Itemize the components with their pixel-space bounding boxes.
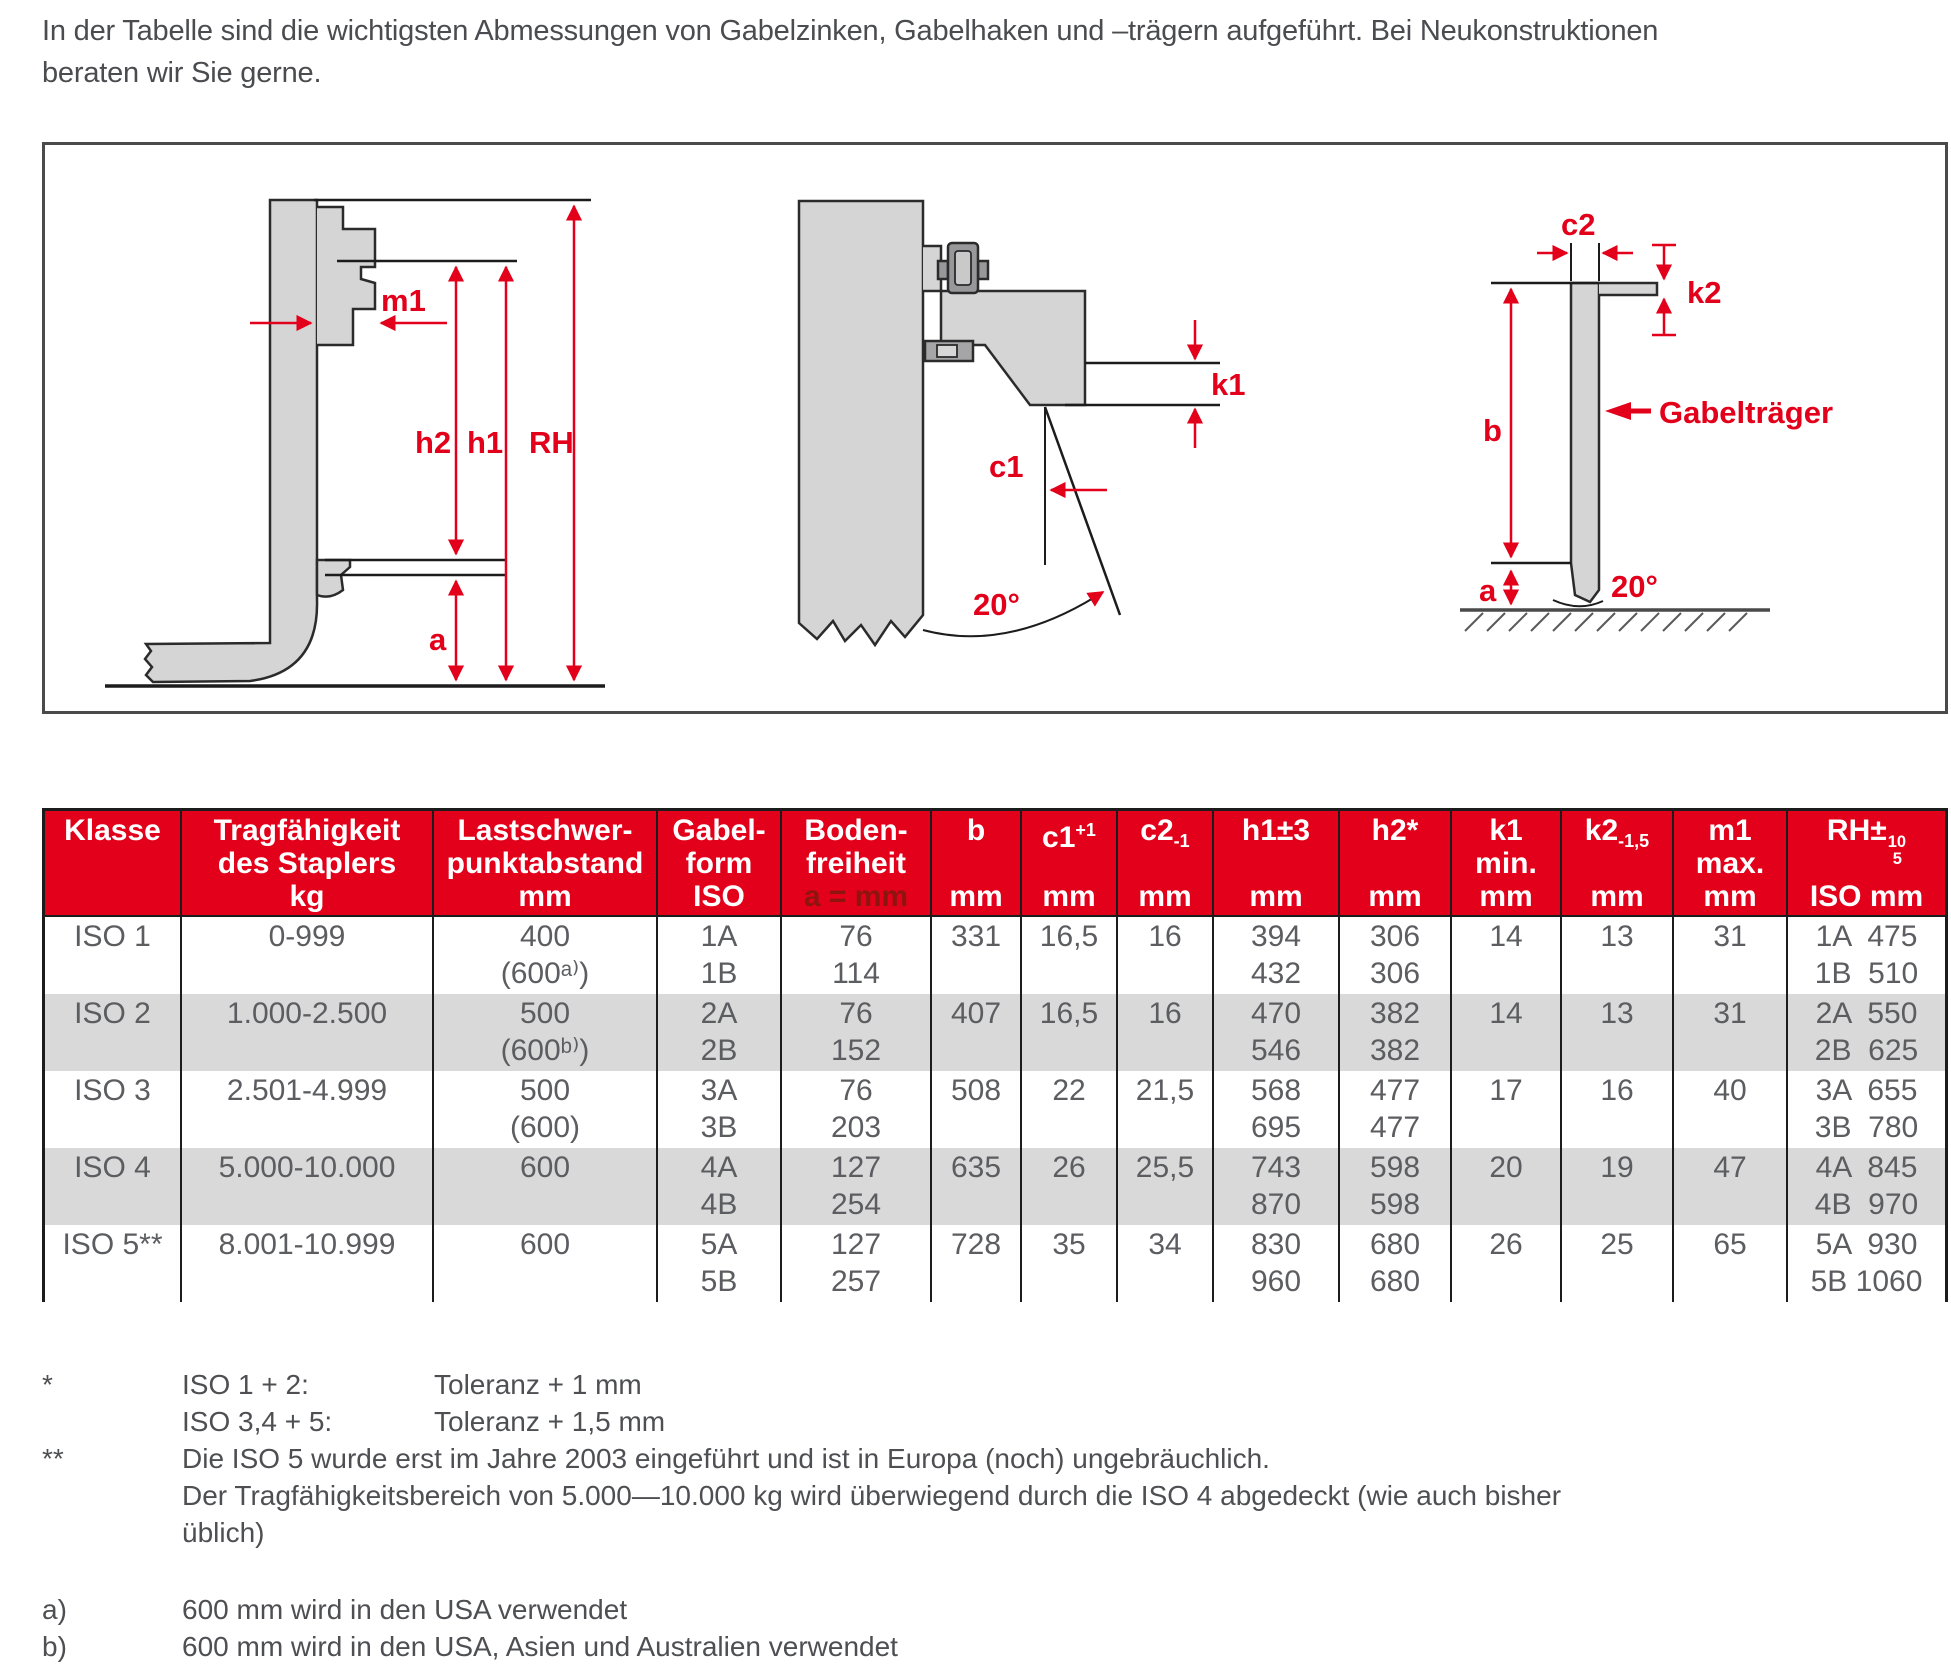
table-cell-klasse: ISO 3 [45, 1071, 182, 1148]
intro-paragraph [42, 0, 1948, 94]
table-row [45, 1148, 1945, 1225]
table-cell-c1: 22 [1022, 1071, 1118, 1148]
table-cell-boden: 127 254 [782, 1148, 932, 1225]
footnote-label: ISO 1 + 2: [182, 1369, 309, 1400]
table-cell-k1: 14 [1452, 917, 1562, 994]
table-cell-boden: 76 114 [782, 917, 932, 994]
table-cell-b: 508 [932, 1071, 1022, 1148]
table-cell-h1: 470 546 [1214, 994, 1340, 1071]
table-cell-gabel: 3A 3B [658, 1071, 782, 1148]
table-cell-last: 500 (600ᵇ⁾) [434, 994, 658, 1071]
table-cell-m1: 40 [1674, 1071, 1788, 1148]
footnote-text: üblich) [182, 1517, 265, 1548]
table-cell-gabel: 5A 5B [658, 1225, 782, 1302]
fig3-ground-hatching [1465, 613, 1747, 631]
table-body [45, 917, 1945, 1302]
table-cell-b: 331 [932, 917, 1022, 994]
dim-label-a-fig3: a [1479, 573, 1497, 608]
header-cell-c1: $c1^{+1}$ mm [1022, 811, 1118, 915]
table-cell-h1: 830 960 [1214, 1225, 1340, 1302]
table-cell-klasse: ISO 5** [45, 1225, 182, 1302]
table-cell-c2: 25,5 [1118, 1148, 1214, 1225]
footnote-row [42, 1514, 1948, 1551]
footnote-row [42, 1628, 1948, 1665]
table-cell-c1: 35 [1022, 1225, 1118, 1302]
dim-label-m1: m1 [381, 283, 426, 318]
dimensions-table [42, 808, 1948, 1302]
footnote-text: Der Tragfähigkeitsbereich von 5.000—10.000 kg wird überwiegend durch die ISO 4 abgedeckt (wie auch bisher [182, 1480, 1562, 1511]
dim-label-h1: h1 [467, 425, 504, 460]
footnote-row [42, 1403, 1948, 1440]
table-cell-h2: 306 306 [1340, 917, 1452, 994]
table-cell-k2: 19 [1562, 1148, 1674, 1225]
header-cell-rh: RH± 10 5 ISO mm [1809, 814, 1924, 913]
table-cell-k2: 13 [1562, 917, 1674, 994]
table-cell-k1: 20 [1452, 1148, 1562, 1225]
table-cell-c1: 26 [1022, 1148, 1118, 1225]
table-cell-trag: 1.000-2.500 [182, 994, 434, 1071]
table-cell-last: 400 (600ᵃ⁾) [434, 917, 658, 994]
dim-label-angle-fig3: 20° [1611, 569, 1658, 604]
footnote-text: 600 mm wird in den USA, Asien und Australien verwendet [182, 1631, 898, 1662]
header-cell-last: Lastschwer- punktabstand mm [434, 811, 658, 915]
table-cell-k1: 17 [1452, 1071, 1562, 1148]
table-row [45, 1225, 1945, 1302]
table-cell-h2: 382 382 [1340, 994, 1452, 1071]
dim-label-h2: h2 [415, 425, 452, 460]
dim-label-rh: RH [529, 425, 574, 460]
intro-line-1: In der Tabelle sind die wichtigsten Abmessungen von Gabelzinken, Gabelhaken und –trägern aufgeführt. Bei Neukonstruktionen [42, 15, 1659, 47]
table-cell-last: 600 [434, 1225, 658, 1302]
footnotes [42, 1366, 1948, 1665]
table-cell-trag: 5.000-10.000 [182, 1148, 434, 1225]
footnote-marker: b) [42, 1631, 67, 1662]
table-cell-h1: 743 870 [1214, 1148, 1340, 1225]
dim-label-b: b [1483, 413, 1502, 448]
table-row [45, 1071, 1945, 1148]
dim-label-k2: k2 [1687, 275, 1722, 310]
table-cell-trag: 0-999 [182, 917, 434, 994]
table-cell-k1: 26 [1452, 1225, 1562, 1302]
table-cell-h1: 394 432 [1214, 917, 1340, 994]
footnote-text: Die ISO 5 wurde erst im Jahre 2003 eingeführt und ist in Europa (noch) ungebräuchlich. [182, 1443, 1270, 1474]
table-cell-m1: 65 [1674, 1225, 1788, 1302]
footnote-row [42, 1591, 1948, 1628]
table-cell-rh: 4A 845 4B 970 [1814, 1151, 1919, 1221]
table-cell-b: 407 [932, 994, 1022, 1071]
table-cell-trag: 8.001-10.999 [182, 1225, 434, 1302]
footnote-text: 600 mm wird in den USA verwendet [182, 1594, 628, 1625]
header-cell-gabel: Gabel- form ISO [658, 811, 782, 915]
header-cell-c2: $c2_{-1}$ mm [1118, 811, 1214, 915]
dim-label-a-fig1: a [429, 622, 447, 657]
fork-diagram [45, 145, 1945, 711]
table-cell-last: 500 (600) [434, 1071, 658, 1148]
table-cell-h1: 568 695 [1214, 1071, 1340, 1148]
footnote-marker: * [42, 1369, 53, 1400]
footnote-marker: a) [42, 1594, 67, 1625]
table-cell-boden: 76 152 [782, 994, 932, 1071]
table-row [45, 917, 1945, 994]
dim-label-angle-fig2: 20° [973, 587, 1020, 622]
header-cell-b: b mm [932, 811, 1022, 915]
fig2-reference-lines [923, 363, 1220, 636]
table-cell-c1: 16,5 [1022, 994, 1118, 1071]
table-row [45, 994, 1945, 1071]
dim-label-c2: c2 [1561, 207, 1596, 242]
table-cell-last: 600 [434, 1148, 658, 1225]
footnote-row [42, 1366, 1948, 1403]
table-cell-h2: 680 680 [1340, 1225, 1452, 1302]
table-cell-gabel: 1A 1B [658, 917, 782, 994]
table-cell-rh: 3A 655 3B 780 [1814, 1074, 1919, 1144]
footnote-marker: ** [42, 1443, 64, 1474]
table-cell-rh: 1A 475 1B 510 [1814, 920, 1919, 990]
footnote-text: Toleranz + 1,5 mm [434, 1406, 666, 1437]
table-cell-h2: 477 477 [1340, 1071, 1452, 1148]
footnote-label: ISO 3,4 + 5: [182, 1406, 333, 1437]
header-cell-m1: m1 max. mm [1674, 811, 1788, 915]
table-cell-b: 728 [932, 1225, 1022, 1302]
footnote-row [42, 1477, 1948, 1514]
table-cell-b: 635 [932, 1148, 1022, 1225]
header-cell-h1: h1±3 mm [1214, 811, 1340, 915]
header-cell-k2: $k2_{-1,5}$ mm [1562, 811, 1674, 915]
intro-line-2: beraten wir Sie gerne. [42, 57, 322, 89]
table-cell-gabel: 2A 2B [658, 994, 782, 1071]
header-cell-trag: Tragfähigkeit des Staplers kg [182, 811, 434, 915]
table-cell-rh: 5A 930 5B 1060 [1810, 1228, 1923, 1298]
footnote-marker [42, 1477, 182, 1514]
header-cell-boden: Boden- freiheit a = mm [782, 811, 932, 915]
table-cell-k2: 16 [1562, 1071, 1674, 1148]
header-cell-klasse: Klasse [45, 811, 182, 915]
table-cell-boden: 76 203 [782, 1071, 932, 1148]
footnote-text: Toleranz + 1 mm [434, 1369, 642, 1400]
footnote-row [42, 1440, 1948, 1477]
table-cell-c1: 16,5 [1022, 917, 1118, 994]
table-cell-k2: 13 [1562, 994, 1674, 1071]
table-cell-m1: 47 [1674, 1148, 1788, 1225]
footnote-marker [42, 1514, 182, 1551]
carrier-label: Gabelträger [1659, 395, 1834, 430]
page [42, 0, 1948, 1665]
fork-diagram-box [42, 142, 1948, 714]
header-cell-h2: h2* mm [1340, 811, 1452, 915]
table-cell-k1: 14 [1452, 994, 1562, 1071]
table-cell-klasse: ISO 1 [45, 917, 182, 994]
fig3-carrier-bar [1571, 283, 1657, 602]
table-cell-gabel: 4A 4B [658, 1148, 782, 1225]
table-cell-k2: 25 [1562, 1225, 1674, 1302]
dim-label-c1: c1 [989, 449, 1024, 484]
table-header-row [45, 811, 1945, 917]
footnote-spacer [42, 1551, 1948, 1591]
table-cell-trag: 2.501-4.999 [182, 1071, 434, 1148]
carrier-arrow-icon [1605, 402, 1631, 420]
dim-label-k1: k1 [1211, 367, 1246, 402]
table-cell-c2: 16 [1118, 994, 1214, 1071]
table-cell-rh: 2A 550 2B 625 [1814, 997, 1919, 1067]
table-cell-m1: 31 [1674, 994, 1788, 1071]
table-cell-klasse: ISO 2 [45, 994, 182, 1071]
table-cell-boden: 127 257 [782, 1225, 932, 1302]
table-cell-h2: 598 598 [1340, 1148, 1452, 1225]
header-cell-k1: k1 min. mm [1452, 811, 1562, 915]
table-cell-c2: 34 [1118, 1225, 1214, 1302]
fig1-fork-side-view [145, 200, 375, 682]
table-cell-m1: 31 [1674, 917, 1788, 994]
table-cell-c2: 21,5 [1118, 1071, 1214, 1148]
table-cell-c2: 16 [1118, 917, 1214, 994]
table-cell-klasse: ISO 4 [45, 1148, 182, 1225]
footnote-marker [42, 1403, 182, 1440]
fig2-carrier-section [799, 201, 1085, 645]
